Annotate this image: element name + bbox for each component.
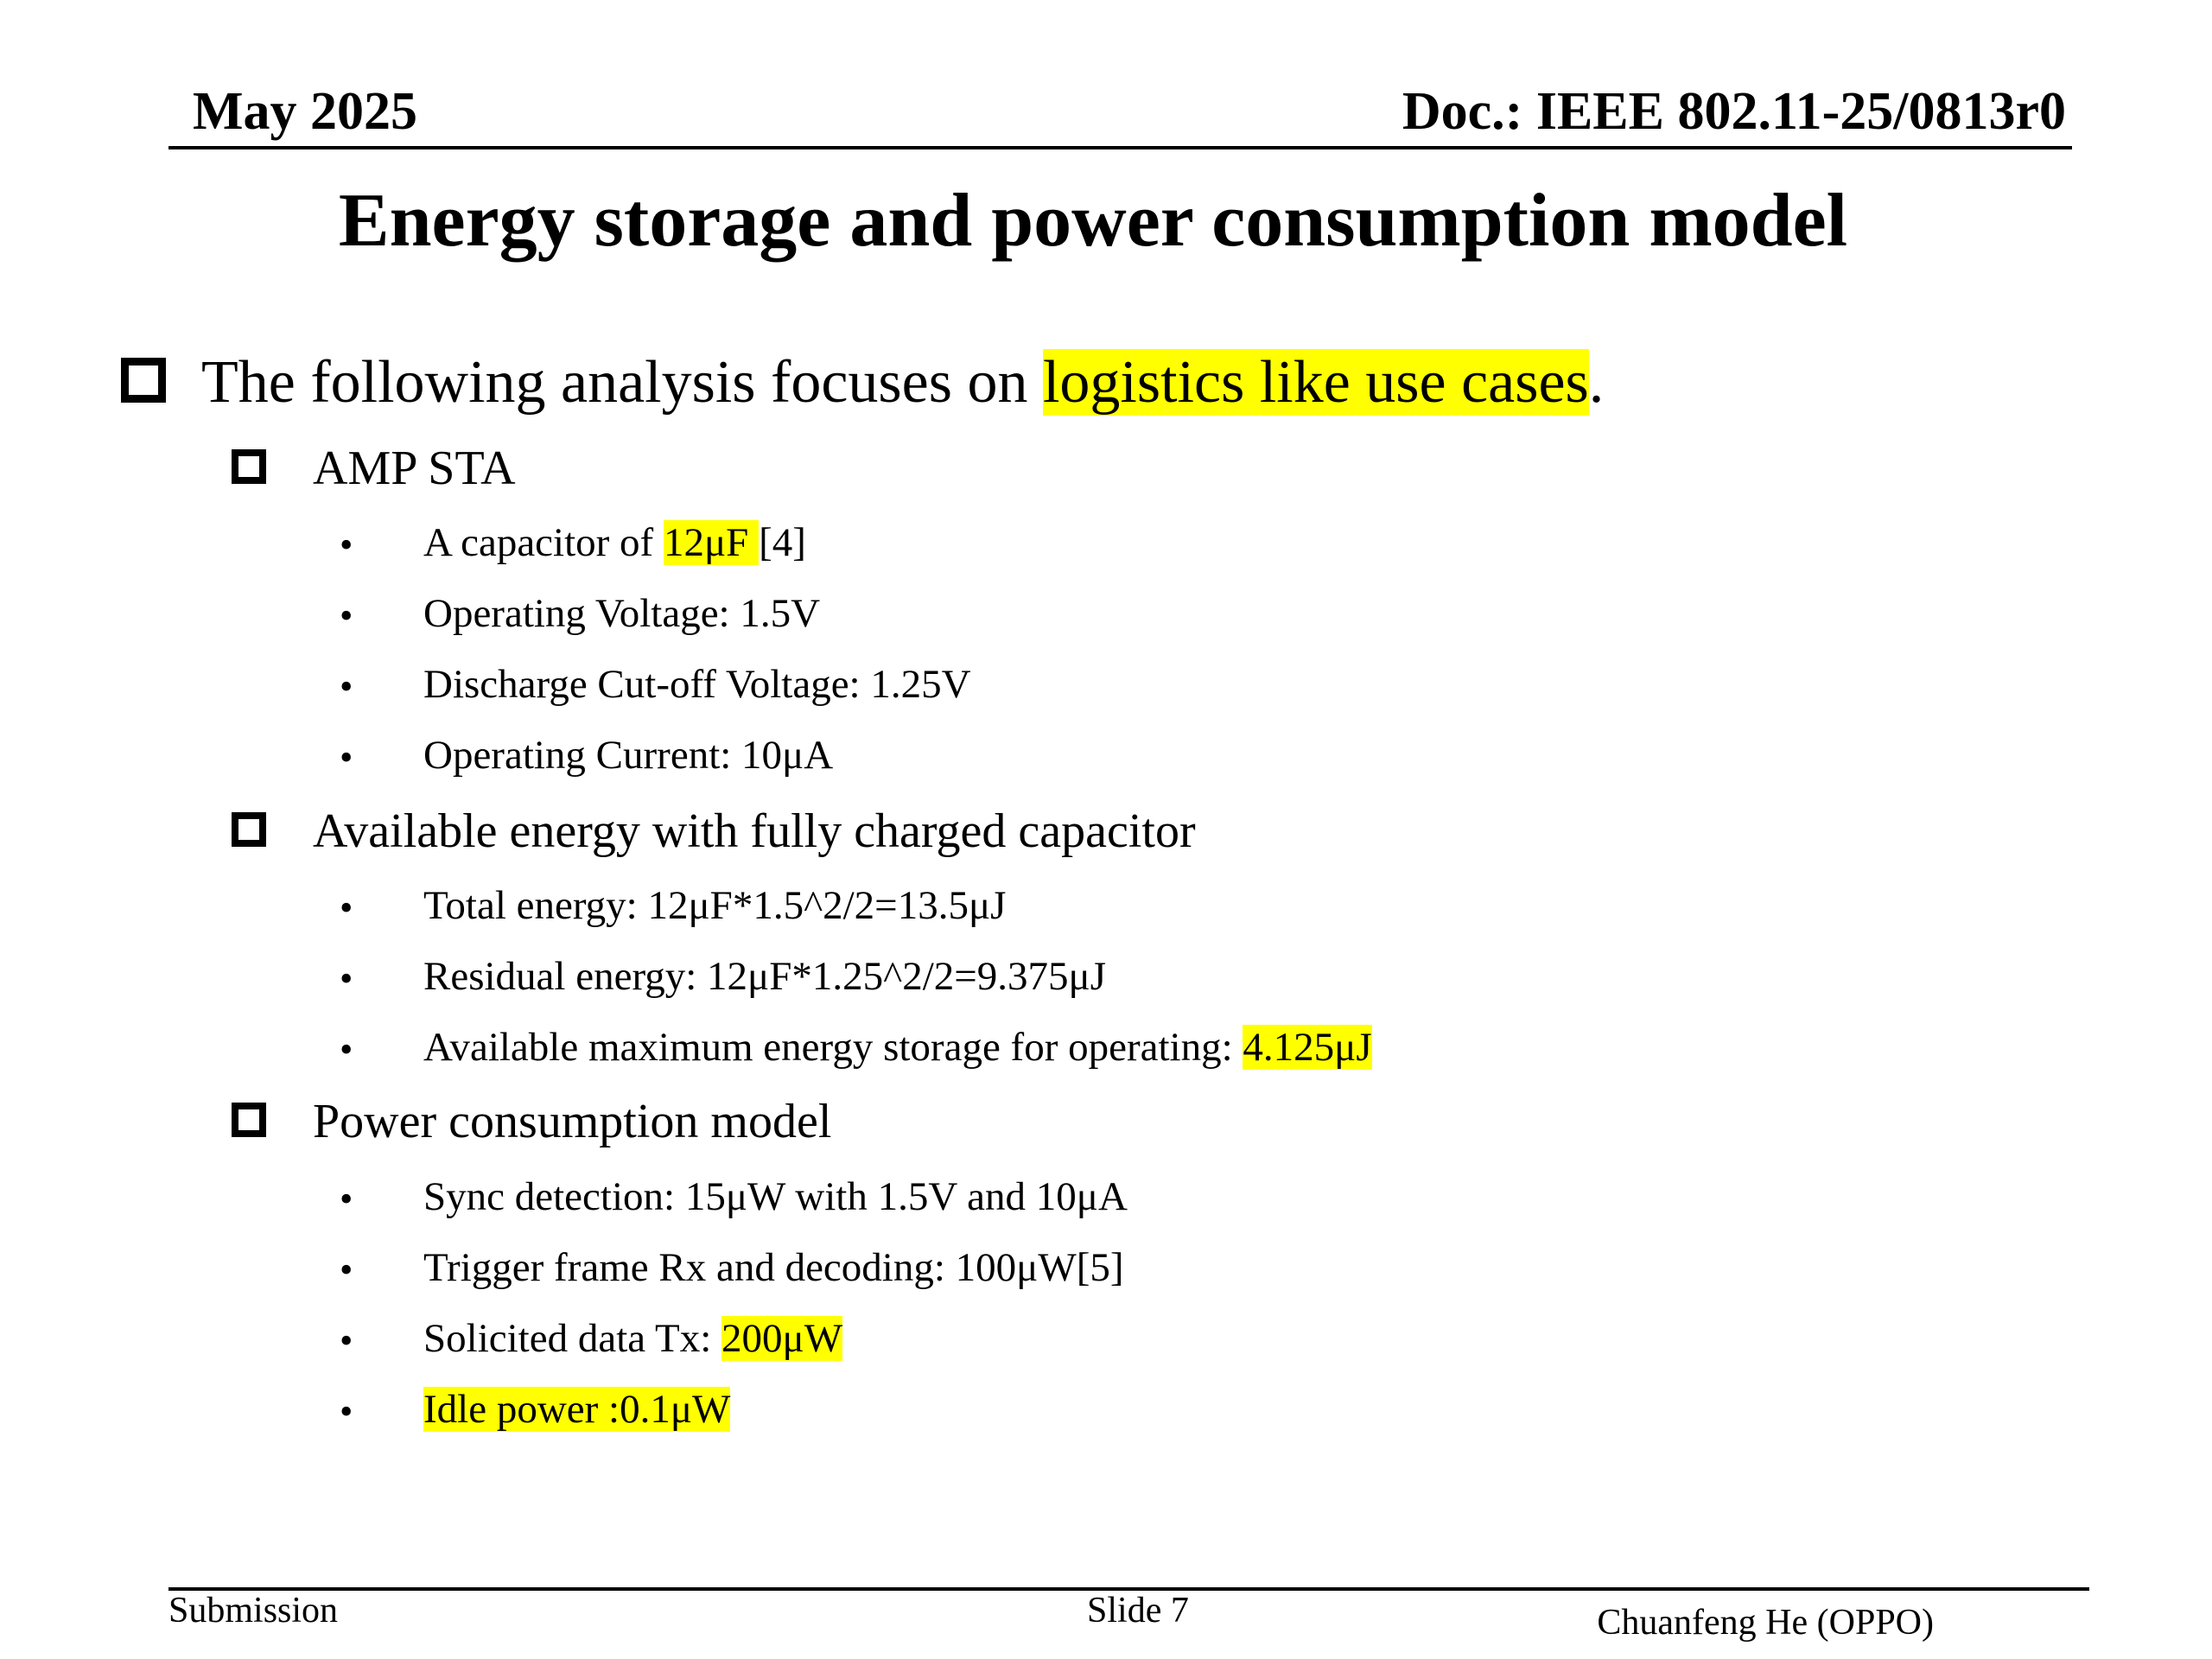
header-doc-number: Doc.: IEEE 802.11-25/0813r0	[1402, 82, 2066, 141]
item-available-energy-highlight: 4.125μJ	[1243, 1025, 1372, 1070]
item-solicited-data	[423, 1316, 843, 1361]
square-bullet-icon	[232, 1103, 266, 1137]
item-capacitor-before: A capacitor of	[423, 520, 664, 565]
item-capacitor	[423, 520, 806, 565]
section-heading-power-model: Power consumption model	[313, 1095, 832, 1148]
bullet-dot-icon: •	[340, 665, 353, 708]
bullet-dot-icon: •	[340, 1028, 353, 1071]
item-residual-energy: Residual energy: 12μF*1.25^2/2=9.375μJ	[423, 954, 1107, 999]
slide-title: Energy storage and power consumption model	[338, 179, 1848, 263]
square-bullet-icon	[121, 358, 166, 403]
intro-text	[201, 349, 1605, 416]
section-heading-amp-sta: AMP STA	[313, 442, 516, 495]
item-solicited-data-before: Solicited data Tx:	[423, 1316, 722, 1361]
bullet-dot-icon: •	[340, 594, 353, 637]
intro-highlight: logistics like use cases	[1042, 349, 1589, 416]
bullet-dot-icon: •	[340, 1390, 353, 1433]
intro-text-after: .	[1588, 349, 1605, 416]
footer-slide-number: Slide 7	[1087, 1591, 1189, 1630]
bullet-dot-icon: •	[340, 1178, 353, 1220]
item-cutoff-voltage: Discharge Cut-off Voltage: 1.25V	[423, 662, 971, 707]
bullet-dot-icon: •	[340, 736, 353, 779]
item-capacitor-highlight: 12μF	[663, 520, 760, 565]
item-sync-detection: Sync detection: 15μW with 1.5V and 10μA	[423, 1174, 1128, 1219]
item-operating-current: Operating Current: 10μA	[423, 733, 834, 778]
item-available-energy	[423, 1027, 1372, 1068]
item-trigger-frame: Trigger frame Rx and decoding: 100μW[5]	[423, 1245, 1124, 1290]
bullet-dot-icon: •	[340, 1249, 353, 1291]
square-bullet-icon	[232, 449, 266, 484]
header-date: May 2025	[193, 82, 418, 141]
intro-text-before: The following analysis focuses on	[201, 349, 1043, 416]
item-capacitor-after: [4]	[759, 520, 806, 565]
footer-author: Chuanfeng He (OPPO)	[1597, 1603, 1934, 1643]
square-bullet-icon	[232, 812, 266, 847]
bullet-dot-icon: •	[340, 957, 353, 1000]
item-idle-power	[423, 1389, 730, 1430]
bullet-dot-icon: •	[340, 524, 353, 566]
item-operating-voltage: Operating Voltage: 1.5V	[423, 591, 821, 636]
section-heading-available-energy: Available energy with fully charged capacitor	[313, 804, 1196, 858]
header-divider	[168, 146, 2072, 149]
item-total-energy: Total energy: 12μF*1.5^2/2=13.5μJ	[423, 883, 1007, 928]
footer-submission: Submission	[168, 1591, 339, 1630]
bullet-dot-icon: •	[340, 887, 353, 929]
item-idle-power-highlight: Idle power :0.1μW	[423, 1387, 731, 1432]
item-available-energy-before: Available maximum energy storage for operating:	[423, 1025, 1243, 1070]
item-solicited-data-highlight: 200μW	[721, 1316, 843, 1361]
bullet-dot-icon: •	[340, 1319, 353, 1362]
